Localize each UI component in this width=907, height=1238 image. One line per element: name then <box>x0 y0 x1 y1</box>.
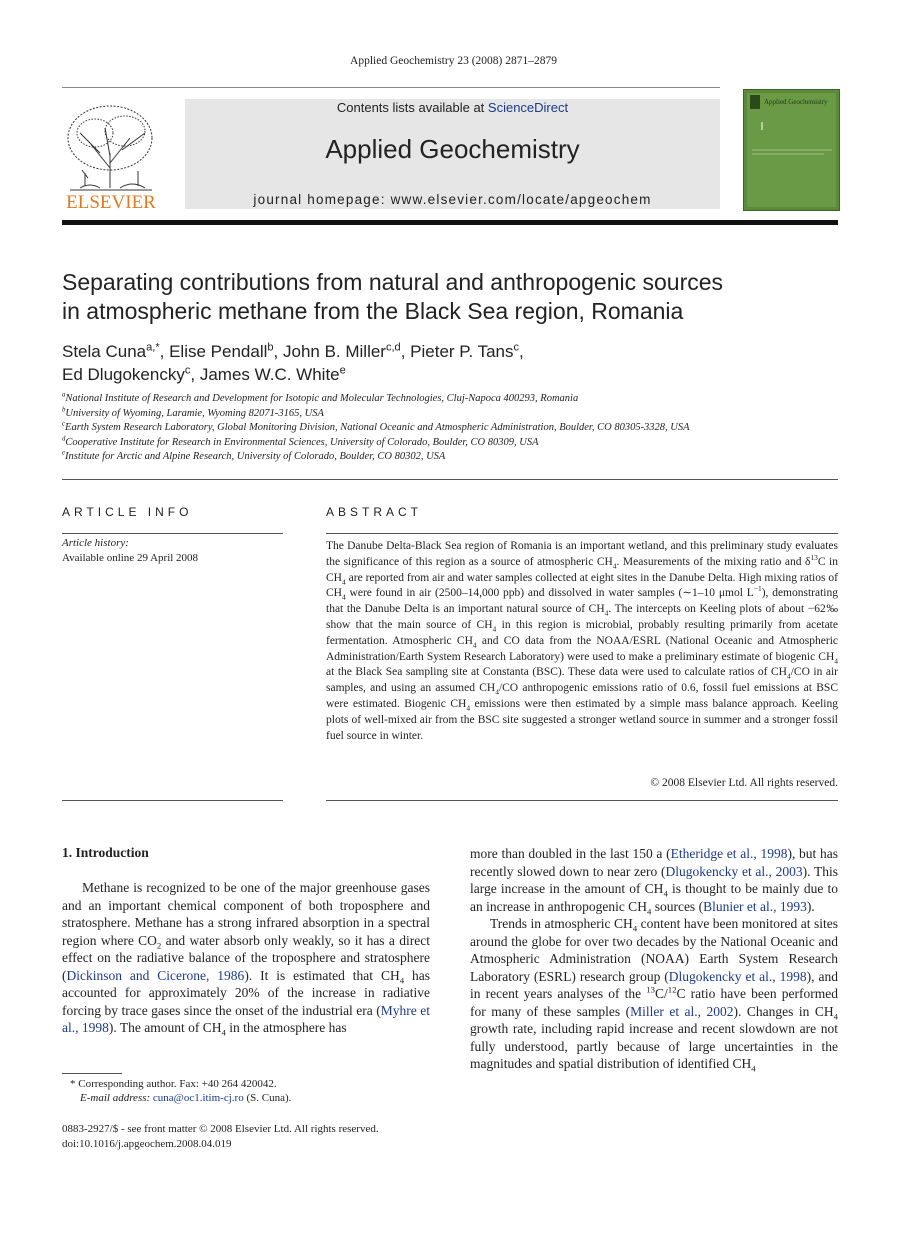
journal-reference: Applied Geochemistry 23 (2008) 2871–2879 <box>350 55 557 67</box>
abstract-text: The Danube Delta-Black Sea region of Romania is an important wetland, and this preliminary study evaluates the significance of this region as a source of atmospheric $CH_4$. Measurements of the mixing ratio and $\delta^{13}C$ in $CH_4$ are reported from air and water samples collected at eight sites in the Danube Delta. High mixing ratios of $CH_4$ were found in air (2500–14,000 ppb) and dissolved in water samples (∼1–10 μmol $L^{-1}$), demonstrating that the Danube Delta is an important natural source of $CH_4$. The intercepts on Keeling plots of about −62‰ show that the main source of $CH_4$ in this region is microbial, probably resulting primarily from acetate fermentation. Atmospheric $CH_4$ and CO data from the NOAA/ESRL (National Oceanic and Atmospheric Administration/Earth System Research Laboratory) were used to make a preliminary estimate of biogenic $CH_4$ at the Black Sea sampling site at Constanta (BSC). These data were used to calculate ratios of $CH_4/CO$ in air samples, and using an assumed $CH_4/CO$ anthropogenic emissions ratio of 0.6, fossil fuel emissions at BSC were estimated. Biogenic $CH_4$ emissions were then estimated by a simple mass balance approach. Keeling plots of well-mixed air from the BSC site suggested a stronger wetland source in summer and a stronger fossil fuel source in winter. <box>326 540 838 742</box>
body-column-left <box>62 879 430 1037</box>
corresponding-author-note: * Corresponding author. Fax: +40 264 420042. <box>70 1078 277 1090</box>
affiliation-item: $^b$University of Wyoming, Laramie, Wyoming 82071-3165, USA <box>62 406 324 419</box>
affiliation-list <box>62 392 822 465</box>
cover-title: Applied Geochemistry <box>764 98 828 106</box>
section-heading-introduction: 1. Introduction <box>62 845 149 860</box>
citation-link[interactable]: Etheridge et al., 1998 <box>670 846 788 861</box>
article-history-label: Article history: <box>62 537 129 549</box>
email-note: E-mail address: cuna@oc1.itim-cj.ro (S. Cuna). <box>80 1092 292 1104</box>
author: John B. Miller$^{c,d}$ <box>282 341 401 361</box>
journal-name: Applied Geochemistry <box>325 134 580 164</box>
body-paragraph: Methane is recognized to be one of the major greenhouse gases and an important chemical component of both troposphere and stratosphere. Methane has a strong infrared absorption in a spectral region where $CO_2$ and water absorb only weakly, so it has a direct effect on the radiative balance of the troposphere and stratosphere (Dickinson and Cicerone, 1986). It is estimated that $CH_4$ has accounted for approximately 20% of the increase in radiative forcing by trace gases since the onset of the industrial era (Myhre et al., 1998). The amount of $CH_4$ in the atmosphere has <box>62 880 431 1038</box>
abstract-heading: ABSTRACT <box>326 505 423 519</box>
article-info-rule <box>62 533 283 534</box>
body-paragraph: Trends in atmospheric $CH_4$ content have been monitored at sites around the globe for over two decades by the National Oceanic and Atmospheric Administration (NOAA) Earth System Research Laboratory (ESRL) research group (Dlugokencky et al., 1998), and in recent years analyses of the $^{13}$C/$^{12}$C ratio have been performed for many of these samples (Miller et al., 2002). Changes in $CH_4$ growth rate, including rapid increase and recent slowdown are not fully understood, partly because of large uncertainties in the magnitudes and spatial distribution of identified $CH_4$ <box>470 916 838 1074</box>
author-list: Stela Cuna$^{a,*}$, Elise Pendall$^b$, John B. Miller$^{c,d}$, Pieter P. Tans$^c$, Ed Dlugokencky$^c$, James W.C. White$^e$ <box>62 341 524 384</box>
author: James W.C. White$^e$ <box>199 364 346 384</box>
citation-link[interactable]: Miller et al., 2002 <box>630 1003 734 1019</box>
author: Ed Dlugokencky$^c$ <box>62 364 191 384</box>
header-thick-rule <box>62 220 838 225</box>
section-divider <box>62 479 838 480</box>
citation-link[interactable]: Blunier et al., 1993 <box>703 898 807 914</box>
author: Elise Pendall$^b$ <box>169 341 274 361</box>
author: Pieter P. Tans$^c$ <box>410 341 520 361</box>
affiliation-item: $^a$National Institute of Research and Development for Isotopic and Molecular Technologies, Cluj-Napoca 400293, Romania <box>62 391 579 404</box>
sciencedirect-link[interactable]: ScienceDirect <box>487 100 569 115</box>
author: Stela Cuna$^{a,*}$ <box>62 341 160 361</box>
citation-link[interactable]: Myhre et al., 1998 <box>62 1002 431 1035</box>
body-column-right <box>470 845 838 1073</box>
article-info-heading: ARTICLE INFO <box>62 505 193 519</box>
header-top-rule <box>62 87 720 88</box>
abstract-copyright: © 2008 Elsevier Ltd. All rights reserved. <box>650 777 838 789</box>
contents-available-line <box>185 100 720 115</box>
front-matter <box>62 1122 462 1151</box>
affiliation-item: $^e$Institute for Arctic and Alpine Research, University of Colorado, Boulder, CO 80302, USA <box>62 449 446 462</box>
article-title-line-2: in atmospheric methane from the Black Sea region, Romania <box>62 298 684 324</box>
citation-link[interactable]: Dlugokencky et al., 2003 <box>665 863 803 879</box>
journal-cover-image <box>743 89 840 211</box>
article-info-bottom-rule <box>62 800 283 801</box>
footnote <box>62 1077 430 1105</box>
affiliation-item: $^c$Earth System Research Laboratory, Global Monitoring Division, National Oceanic and Atmospheric Administration, Boulder, CO 80305-3328, USA <box>62 420 690 433</box>
body-paragraph: more than doubled in the last 150 a (Etheridge et al., 1998), but has recently slowed down to near zero (Dlugokencky et al., 2003). This large increase in the amount of $CH_4$ is thought to be mainly due to an increase in anthropogenic $CH_4$ sources (Blunier et al., 1993). <box>470 846 839 917</box>
journal-homepage[interactable]: journal homepage: www.elsevier.com/locate/apgeochem <box>253 192 652 207</box>
footnote-rule <box>62 1073 122 1074</box>
citation-link[interactable]: Dlugokencky et al., 1998 <box>668 968 807 984</box>
article-history-value: Available online 29 April 2008 <box>62 552 199 564</box>
email-link[interactable]: cuna@oc1.itim-cj.ro <box>152 1092 244 1104</box>
article-title <box>62 268 822 326</box>
contents-prefix: Contents lists available at <box>336 100 488 115</box>
elsevier-logo <box>60 98 162 210</box>
doi-line[interactable]: doi:10.1016/j.apgeochem.2008.04.019 <box>62 1137 232 1150</box>
citation-link[interactable]: Dickinson and Cicerone, 1986 <box>66 967 245 983</box>
issn-line: 0883-2927/$ - see front matter © 2008 Elsevier Ltd. All rights reserved. <box>62 1123 379 1135</box>
elsevier-wordmark: ELSEVIER <box>66 192 156 210</box>
abstract-bottom-rule <box>326 800 838 801</box>
article-title-line-1: Separating contributions from natural and anthropogenic sources <box>62 269 724 295</box>
affiliation-item: $^d$Cooperative Institute for Research in Environmental Sciences, University of Colorado, Boulder, CO 80309, USA <box>62 435 539 448</box>
abstract-rule <box>326 533 838 534</box>
